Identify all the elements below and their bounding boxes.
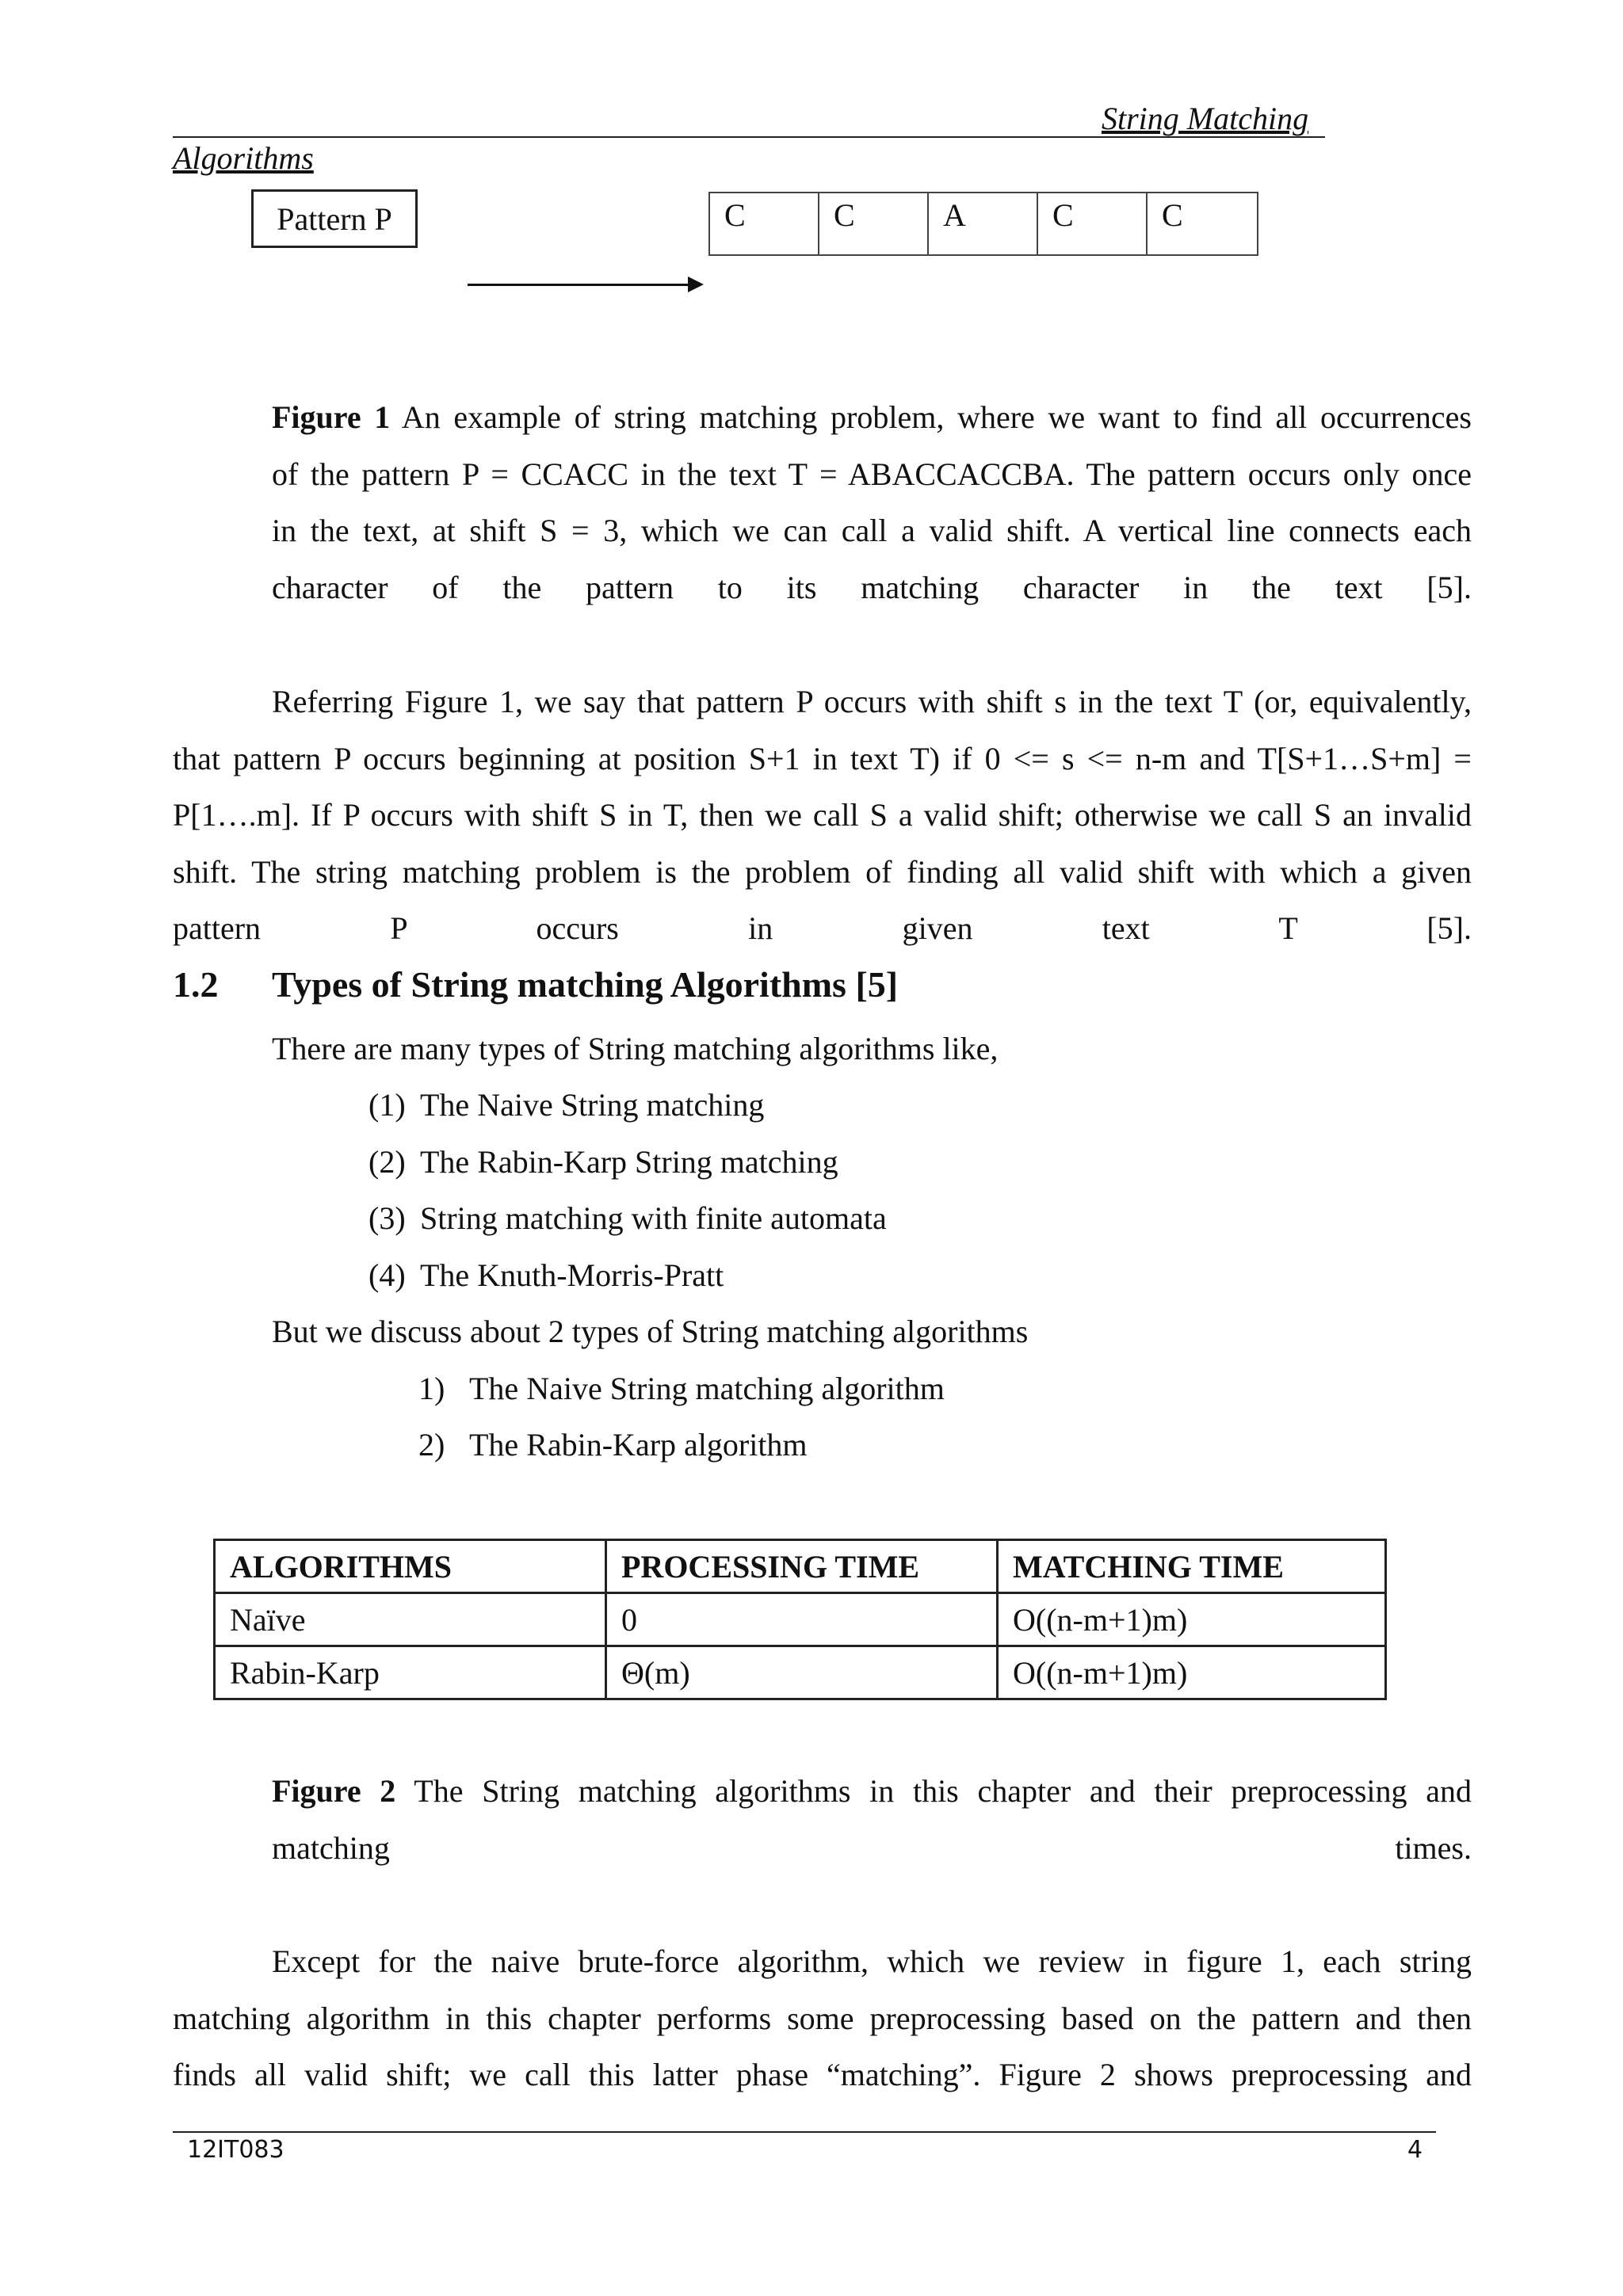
table-cell: O((n-m+1)m) [998,1646,1386,1699]
caption-line: character of the pattern to its matching character in the text [5]. [272,569,1472,605]
discuss-text: But we discuss about 2 types of String matching algorithms [272,1314,1029,1349]
body-paragraph-1 [173,673,1472,957]
table-header-row [215,1540,1386,1593]
section-heading [173,963,898,1005]
figure-label: Figure 2 [272,1773,396,1809]
list-marker: (1) [369,1087,406,1123]
intro-text: There are many types of String matching algorithms like, [272,1031,999,1066]
paragraph-line: that pattern P occurs beginning at position S+1 in text T) if 0 <= s <= n-m and T[S+1…S+m] = [173,740,1472,776]
list-marker: (2) [369,1144,406,1180]
caption-line: of the pattern P = CCACC in the text T = ABACCACCBA. The pattern occurs only once [272,456,1472,492]
list-marker: 2) [418,1427,445,1463]
section-title: Types of String matching Algorithms [5] [272,964,899,1005]
section-number: 1.2 [173,964,219,1005]
footer-id: 12IT083 [187,2136,285,2164]
running-header-title-continued: Algorithms [173,140,314,176]
list-marker: 1) [418,1371,445,1406]
paragraph-line: shift. The string matching problem is the problem of finding all valid shift with which a given [173,853,1472,890]
table-cell: Rabin-Karp [215,1646,606,1699]
pattern-cell: A [929,193,1038,254]
paragraph-line: matching algorithm in this chapter performs some preprocessing based on the pattern and then [173,2000,1472,2036]
table-cell: O((n-m+1)m) [998,1593,1386,1646]
list-marker: (3) [369,1200,406,1236]
list-item: String matching with finite automata [420,1200,887,1236]
paragraph-line: Referring Figure 1, we say that pattern P occurs with shift s in the text T (or, equivalently, [272,684,1472,719]
caption-line: in the text, at shift S = 3, which we can call a valid shift. A vertical line connects each [272,513,1472,548]
pattern-label-box: Pattern P [251,189,418,248]
algorithms-table [213,1539,1387,1700]
shift-arrow-head [688,277,704,292]
table-cell: Θ(m) [606,1646,998,1699]
figure2-caption [272,1763,1472,1876]
list-item: The Rabin-Karp String matching [420,1144,838,1180]
list-marker: (4) [369,1257,406,1293]
footer-rule [173,2131,1436,2133]
caption-line: matching times. [272,1829,1472,1866]
table-row [215,1646,1386,1699]
list-item: The Rabin-Karp algorithm [469,1427,808,1463]
list-item: The Naive String matching algorithm [469,1371,945,1406]
pattern-cell: C [1162,197,1183,233]
figure1-caption [272,389,1472,616]
caption-line: Figure 2 The String matching algorithms in this chapter and their preprocessing and [272,1773,1472,1809]
caption-line: Figure 1 An example of string matching problem, where we want to find all occurrences [272,399,1472,435]
list-item: The Knuth-Morris-Pratt [420,1257,724,1293]
body-paragraph-2 [173,1933,1472,2103]
list-item: The Naive String matching [420,1087,765,1123]
table-cell: 0 [606,1593,998,1646]
column-header: MATCHING TIME [998,1540,1386,1593]
table-row [215,1593,1386,1646]
table-cell: Naïve [215,1593,606,1646]
paragraph-line: P[1….m]. If P occurs with shift S in T, then we call S a valid shift; otherwise we call S an invalid [173,797,1472,833]
header-rule [173,136,1325,138]
column-header: PROCESSING TIME [606,1540,998,1593]
column-header: ALGORITHMS [215,1540,606,1593]
page-number: 4 [1407,2136,1423,2164]
running-header-title: String Matching [1102,101,1309,136]
pattern-cell: C [710,193,819,254]
paragraph-line: pattern P occurs in given text T [5]. [173,910,1472,946]
paragraph-line: Except for the naive brute-force algorithm, which we review in figure 1, each string [272,1943,1472,1979]
pattern-cell: C [1038,193,1148,254]
pattern-cells [708,192,1258,256]
figure-label: Figure 1 [272,399,391,435]
shift-arrow [468,284,689,286]
paragraph-line: finds all valid shift; we call this latter phase “matching”. Figure 2 shows preprocessing and [173,2057,1472,2092]
pattern-cell: C [819,193,929,254]
